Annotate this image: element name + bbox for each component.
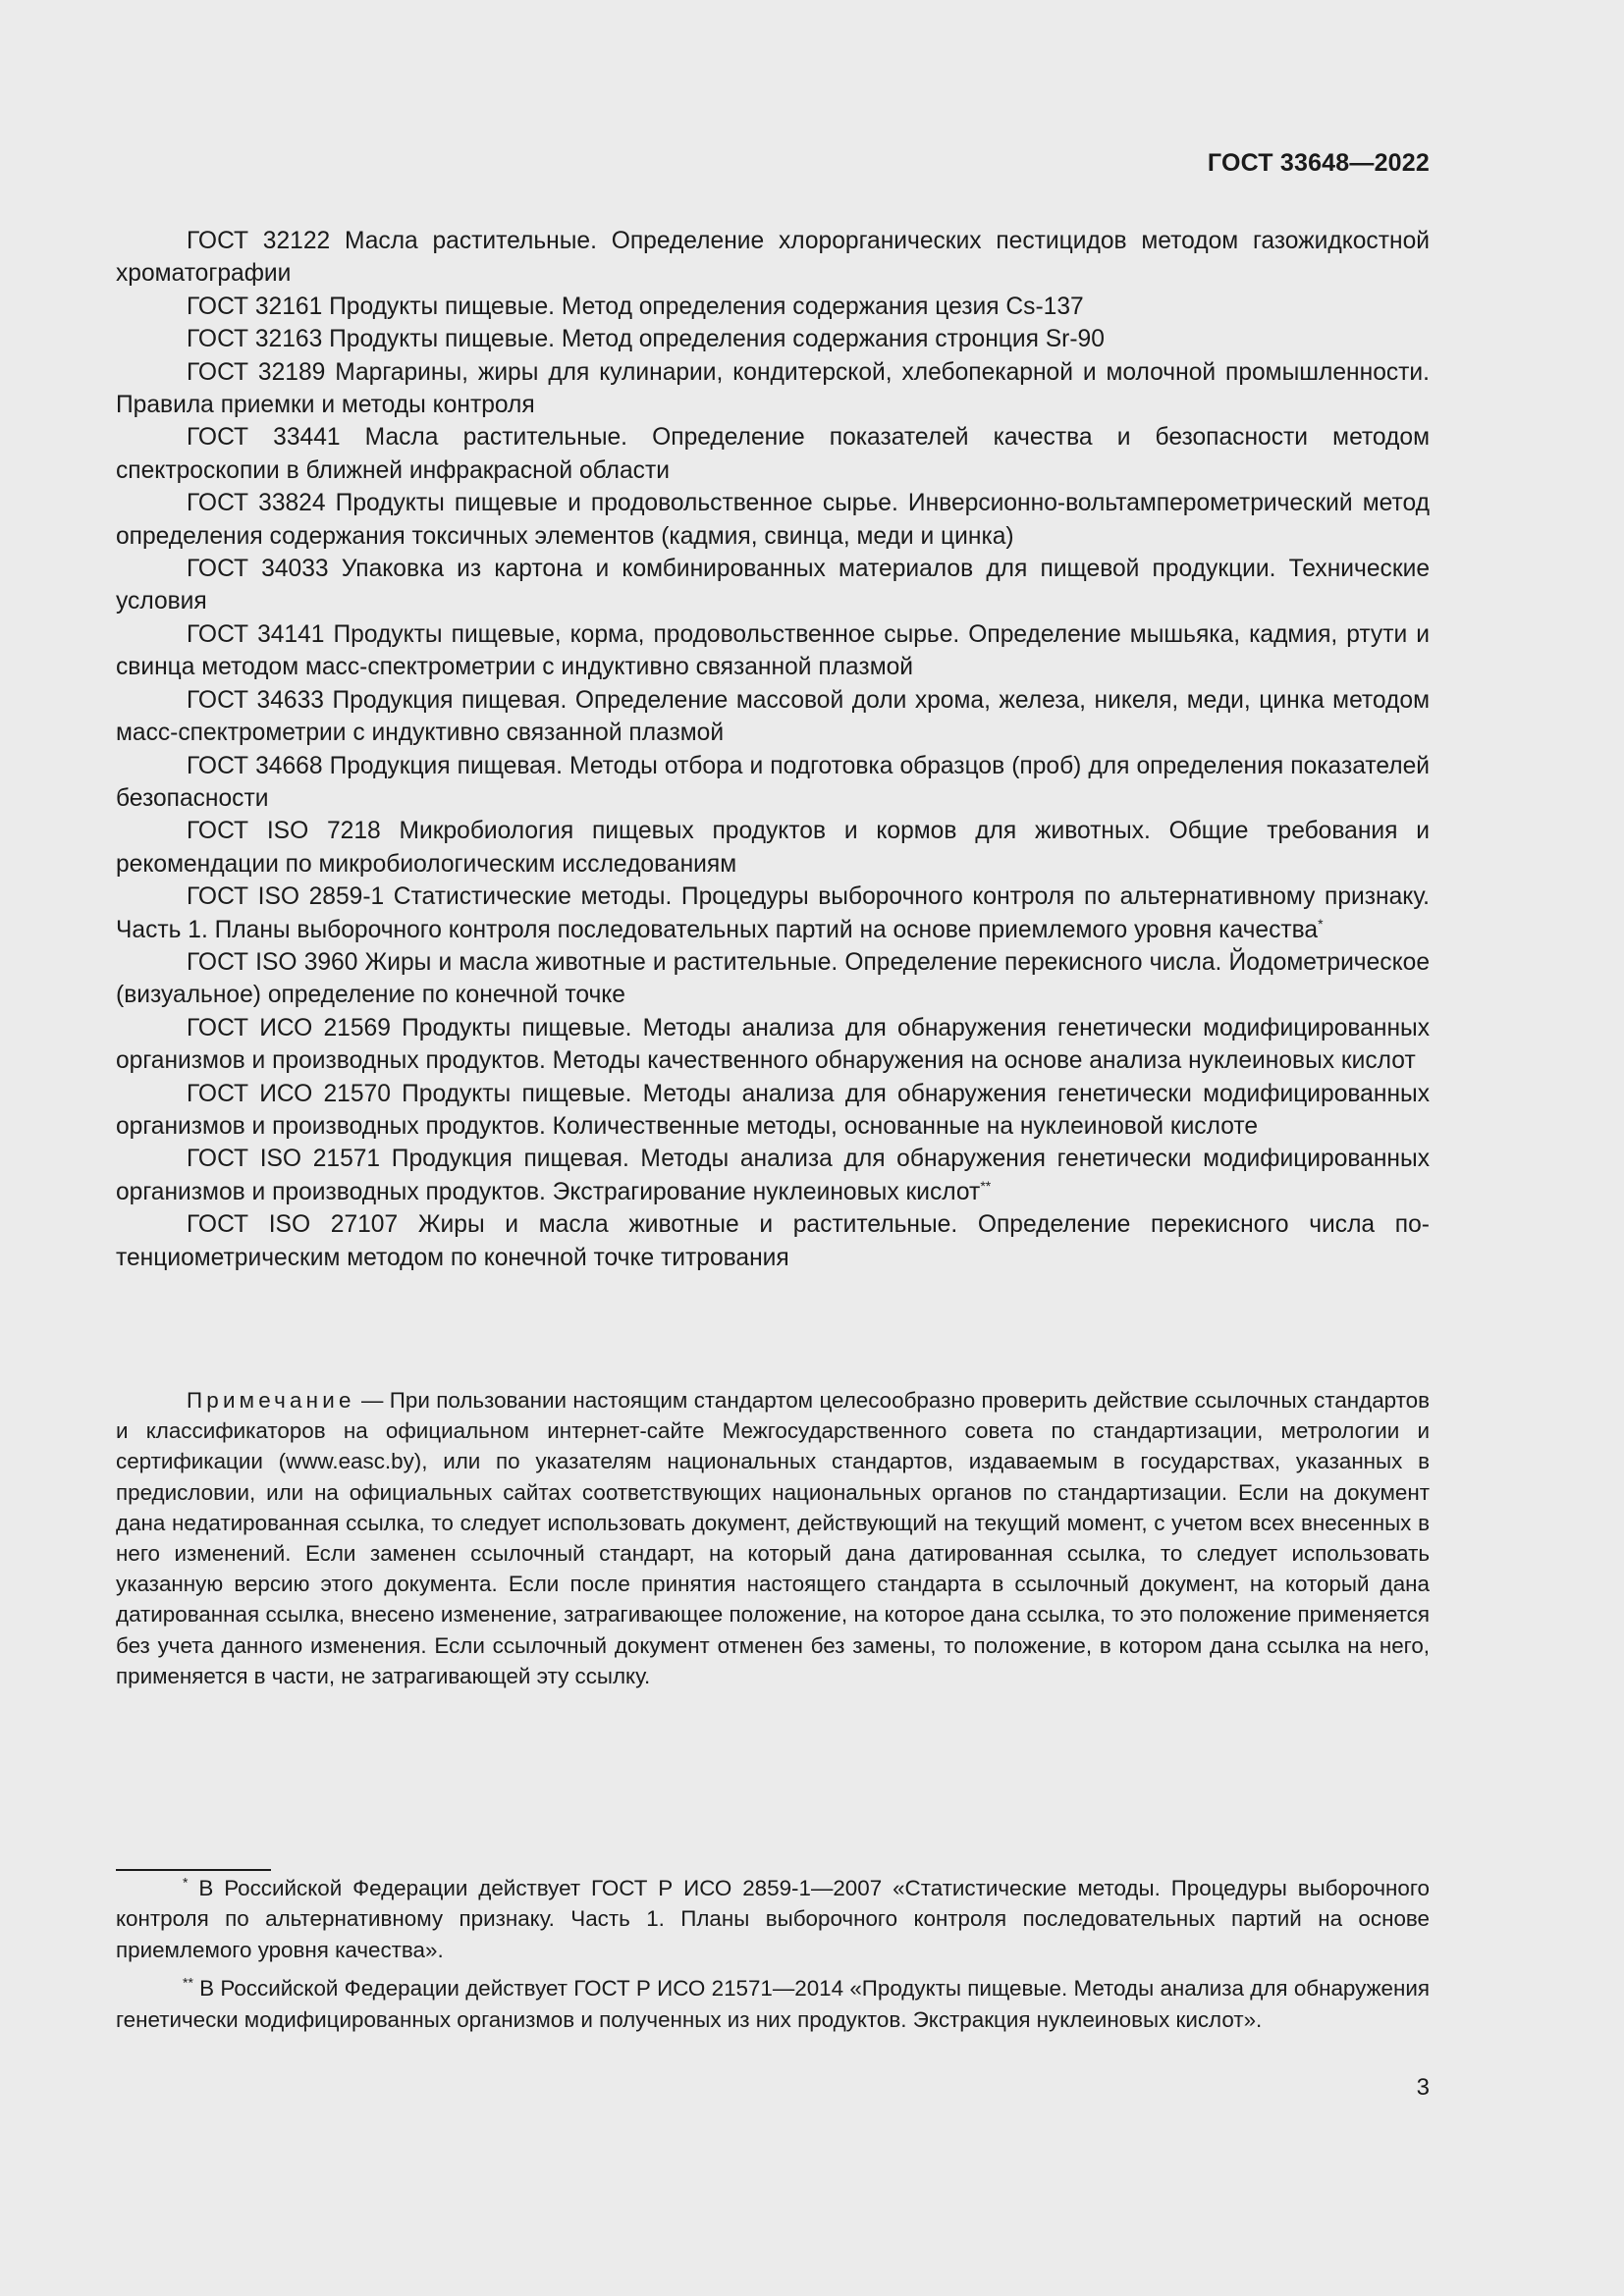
reference-item [116, 881, 1430, 946]
reference-text: ГОСТ 33824 Продукты пищевые и продовольственное сырье. Инверсионно-вольтамперометрический метод определения содержания токсичных элементов (кадмия, свинца, меди и цинка) [116, 490, 1430, 550]
reference-text: ГОСТ 32161 Продукты пищевые. Метод определения содержания цезия Cs-137 [187, 293, 1084, 320]
reference-text: ГОСТ ISO 2859-1 Статистические методы. Процедуры выборочного контроля по альтернативному признаку. Часть 1. Планы выборочного контроля последовательных партий на основе приемлемого уровня качества [116, 883, 1430, 943]
footnote-item [116, 1873, 1430, 1965]
reference-text: ГОСТ ISO 3960 Жиры и масла животные и растительные. Определение перекисного числа. Йодометрическое (визуальное) определение по конечной точке [116, 948, 1430, 1009]
footnote-text: В Российской Федерации действует ГОСТ Р ИСО 21571—2014 «Продукты пищевые. Методы анализа для обнаружения генетически модифицированных организмов и полученных из них продуктов. Экстракция нуклеиновых кислот». [116, 1976, 1430, 2032]
footnote-text: В Российской Федерации действует ГОСТ Р ИСО 2859-1—2007 «Статистические методы. Процедуры выборочного контроля по альтернативному признаку. Часть 1. Планы выборочного контроля последовательных партий на основе приемлемого уровня качества». [116, 1876, 1430, 1962]
normative-references-list [116, 225, 1430, 1274]
reference-item [116, 1012, 1430, 1078]
reference-item [116, 487, 1430, 553]
reference-item [116, 750, 1430, 816]
reference-item [116, 291, 1430, 323]
footnote-marker: * [1318, 915, 1324, 932]
note-text: — При пользовании настоящим стандартом целесообразно проверить действие ссылочных стандартов и классификаторов на официальном интернет-сайте Межгосударственного совета по стандартизации, метрологии и сертификации (www.easc.by), или по указателям национальных стандартов, издаваемым в государствах, указанных в предисловии, или на официальных сайтах соответствующих национальных органов по стандартизации. Если на документ дана недатированная ссылка, то следует использовать документ, действующий на текущий момент, с учетом всех внесенных в него изменений. Если заменен ссылочный стандарт, на который дана датированная ссылка, то следует использовать указанную версию этого документа. Если после принятия настоящего стандарта в ссылочный документ, на который дана датированная ссылка, внесено изменение, затрагивающее положение, на которое дана ссылка, то это положение применяется без учета данного изменения. Если ссылочный документ отменен без замены, то положение, в котором дана ссылка на него, применяется в части, не затрагивающей эту ссылку. [116, 1388, 1430, 1688]
reference-item [116, 421, 1430, 487]
reference-text: ГОСТ 34141 Продукты пищевые, корма, продовольственное сырье. Определение мышьяка, кадмия, ртути и свинца методом масс-спектрометрии с индуктивно связанной плазмой [116, 620, 1430, 681]
reference-item [116, 1208, 1430, 1274]
footnote-marker: * [183, 1874, 189, 1891]
reference-text: ГОСТ 34668 Продукция пищевая. Методы отбора и подготовка образцов (проб) для определения показателей безопасности [116, 752, 1430, 812]
reference-text: ГОСТ ISO 21571 Продукция пищевая. Методы анализа для обнаружения генетически модифицированных организмов и производных продуктов. Экстрагирование нуклеиновых кислот [116, 1146, 1430, 1205]
reference-item [116, 225, 1430, 291]
reference-item [116, 323, 1430, 355]
reference-text: ГОСТ ИСО 21570 Продукты пищевые. Методы анализа для обнаружения генетически модифицированных организмов и производных продуктов. Количественные методы, основанные на нуклеиновой кислоте [116, 1080, 1430, 1140]
reference-text: ГОСТ ISO 7218 Микробиология пищевых продуктов и кормов для животных. Общие требования и рекомендации по микробиологическим исследованиям [116, 818, 1430, 878]
reference-item [116, 815, 1430, 881]
footnote-marker: ** [980, 1177, 992, 1194]
reference-text: ГОСТ ИСО 21569 Продукты пищевые. Методы анализа для обнаружения генетически модифицированных организмов и производных продуктов. Методы качественного обнаружения на основе анализа нуклеиновых кислот [116, 1014, 1430, 1075]
note-label: Примечание [187, 1388, 355, 1413]
reference-item [116, 356, 1430, 422]
note-paragraph [116, 1385, 1430, 1691]
reference-text: ГОСТ 33441 Масла растительные. Определение показателей качества и безопасности методом спектроскопии в ближней инфракрасной области [116, 424, 1430, 484]
reference-text: ГОСТ ISO 27107 Жиры и масла животные и растительные. Определение перекисного числа потенциометрическим методом по конечной точке титрования [116, 1211, 1430, 1271]
reference-item [116, 618, 1430, 684]
reference-text: ГОСТ 32163 Продукты пищевые. Метод определения содержания стронция Sr-90 [187, 326, 1105, 353]
document-code-header: ГОСТ 33648—2022 [1207, 149, 1430, 177]
page-number: 3 [1416, 2074, 1430, 2101]
footnotes-section [116, 1873, 1430, 2043]
reference-text: ГОСТ 34633 Продукция пищевая. Определение массовой доли хрома, железа, никеля, меди, цинка методом масс-спектрометрии с индуктивно связанной плазмой [116, 686, 1430, 747]
reference-item [116, 946, 1430, 1012]
reference-item [116, 684, 1430, 750]
reference-item [116, 553, 1430, 618]
reference-text: ГОСТ 32122 Масла растительные. Определение хлорорганических пестицидов методом газожидкостной хроматографии [116, 228, 1430, 288]
reference-text: ГОСТ 32189 Маргарины, жиры для кулинарии, кондитерской, хлебопекарной и молочной промышленности. Правила приемки и методы контроля [116, 358, 1430, 419]
footnote-separator [116, 1869, 271, 1871]
footnote-item [116, 1973, 1430, 2035]
reference-item [116, 1143, 1430, 1208]
reference-text: ГОСТ 34033 Упаковка из картона и комбинированных материалов для пищевой продукции. Технические условия [116, 556, 1430, 615]
reference-item [116, 1078, 1430, 1144]
footnote-marker: ** [183, 1974, 193, 1991]
